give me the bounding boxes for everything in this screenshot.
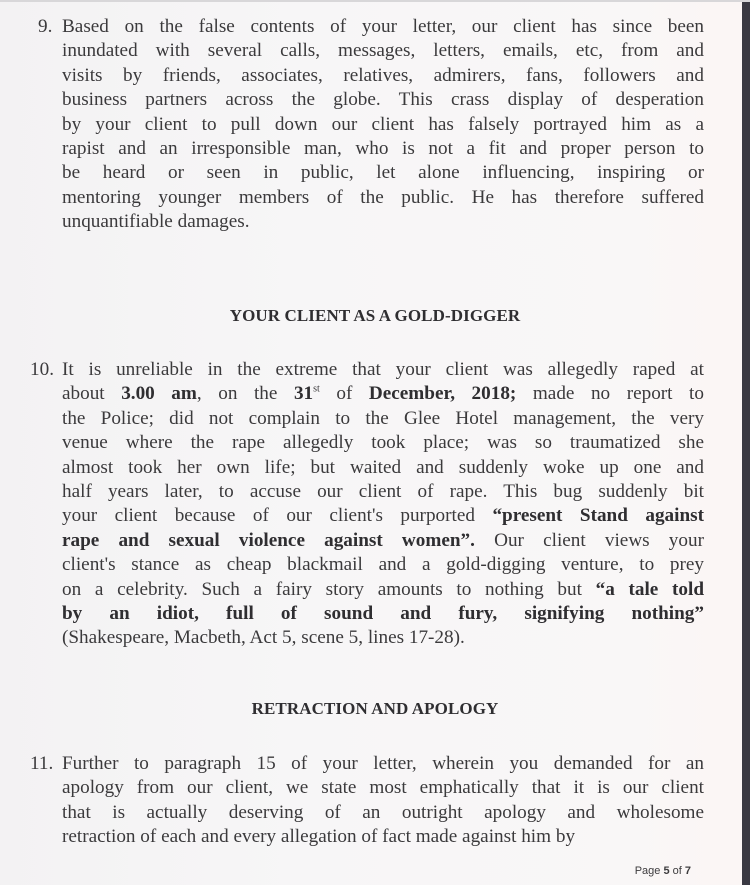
text: of — [319, 383, 369, 405]
text: almost took her own life; but waited and suddenly woke up one and — [62, 456, 704, 478]
paragraph-body — [62, 752, 704, 850]
text: that is actually deserving of an outright apology and wholesome — [62, 801, 704, 823]
text: rapist and an irresponsible man, who is not a fit and proper person to — [62, 137, 704, 159]
bold-text: December, 2018; — [368, 383, 517, 405]
text: Our client views your — [474, 529, 704, 551]
text-line — [62, 161, 704, 185]
text-line — [62, 64, 704, 88]
text-line — [62, 39, 704, 63]
bold-text: 3.00 am — [121, 383, 197, 405]
bold-text: “a tale told — [595, 578, 705, 600]
text: on a celebrity. Such a fairy story amounts to nothing but — [62, 578, 596, 600]
text-line — [62, 186, 704, 210]
text-line — [62, 407, 704, 431]
text: Further to paragraph 15 of your letter, wherein you demanded for an — [62, 753, 704, 774]
text-line — [62, 801, 704, 825]
section-heading-gold-digger: YOUR CLIENT AS A GOLD-DIGGER — [229, 306, 521, 325]
page-of: of — [669, 865, 685, 877]
text: mentoring younger members of the public. He has therefore suffered — [62, 186, 704, 208]
bold-text: rape and sexual violence against women”. — [62, 529, 475, 551]
text: (Shakespeare, Macbeth, Act 5, scene 5, lines 17-28). — [62, 627, 465, 649]
text-line — [62, 480, 704, 504]
bold-text: by an idiot, full of sound and fury, signifying nothing” — [62, 602, 704, 624]
paragraph-number: 10. — [30, 359, 54, 380]
text-line — [62, 602, 704, 626]
text: unquantifiable damages. — [62, 211, 250, 233]
page-label: Page — [634, 865, 664, 877]
text-line — [62, 358, 704, 382]
text: your client because of our client's purported — [62, 505, 493, 527]
text-line — [62, 88, 704, 112]
current-page: 5 — [663, 865, 670, 877]
text-line — [62, 825, 704, 849]
text-line — [62, 382, 704, 406]
text-line — [62, 529, 704, 553]
paragraph-number: 11. — [30, 753, 54, 774]
text: , on the — [196, 383, 294, 405]
text: client's stance as cheap blackmail and a gold-digging venture, to prey — [62, 554, 704, 576]
text: half years later, to accuse our client of rape. This bug suddenly bit — [62, 480, 704, 502]
text-line — [62, 504, 704, 528]
text: business partners across the globe. This crass display of desperation — [62, 89, 704, 111]
text: visits by friends, associates, relatives, admirers, fans, followers and — [62, 64, 704, 86]
text-line — [62, 626, 704, 650]
text-line — [62, 578, 704, 602]
bold-text: 31 — [293, 383, 314, 405]
text-line — [62, 456, 704, 480]
text: It is unreliable in the extreme that your client was allegedly raped at — [62, 359, 704, 380]
text: by your client to pull down our client has falsely portrayed him as a — [62, 113, 704, 135]
bold-text: “present Stand against — [492, 505, 704, 527]
text-line — [62, 210, 704, 234]
text: made no report to — [516, 383, 704, 405]
text-line — [62, 431, 704, 455]
total-pages: 7 — [684, 865, 691, 877]
text: venue where the rape allegedly took place; was so traumatized she — [62, 432, 704, 454]
paragraph-body — [62, 15, 704, 235]
paragraph-body — [62, 358, 704, 651]
text: about — [62, 383, 122, 405]
text-line — [62, 15, 704, 39]
text: Based on the false contents of your letter, our client has since been — [62, 16, 704, 37]
paragraph-number: 9. — [38, 16, 53, 37]
text: the Police; did not complain to the Glee Hotel management, the very — [62, 407, 704, 429]
text: inundated with several calls, messages, letters, emails, etc, from and — [62, 40, 704, 62]
text-line — [62, 776, 704, 800]
text-line — [62, 113, 704, 137]
section-heading-retraction: RETRACTION AND APOLOGY — [251, 699, 499, 718]
text-line — [62, 752, 704, 776]
scan-edge-shadow — [742, 2, 750, 885]
text-line — [62, 553, 704, 577]
text: be heard or seen in public, let alone influencing, inspiring or — [62, 162, 704, 184]
page-number — [635, 865, 691, 877]
text: st — [313, 384, 320, 395]
text: apology from our client, we state most emphatically that it is our client — [62, 777, 704, 799]
text: retraction of each and every allegation of fact made against him by — [62, 826, 576, 848]
text-line — [62, 137, 704, 161]
